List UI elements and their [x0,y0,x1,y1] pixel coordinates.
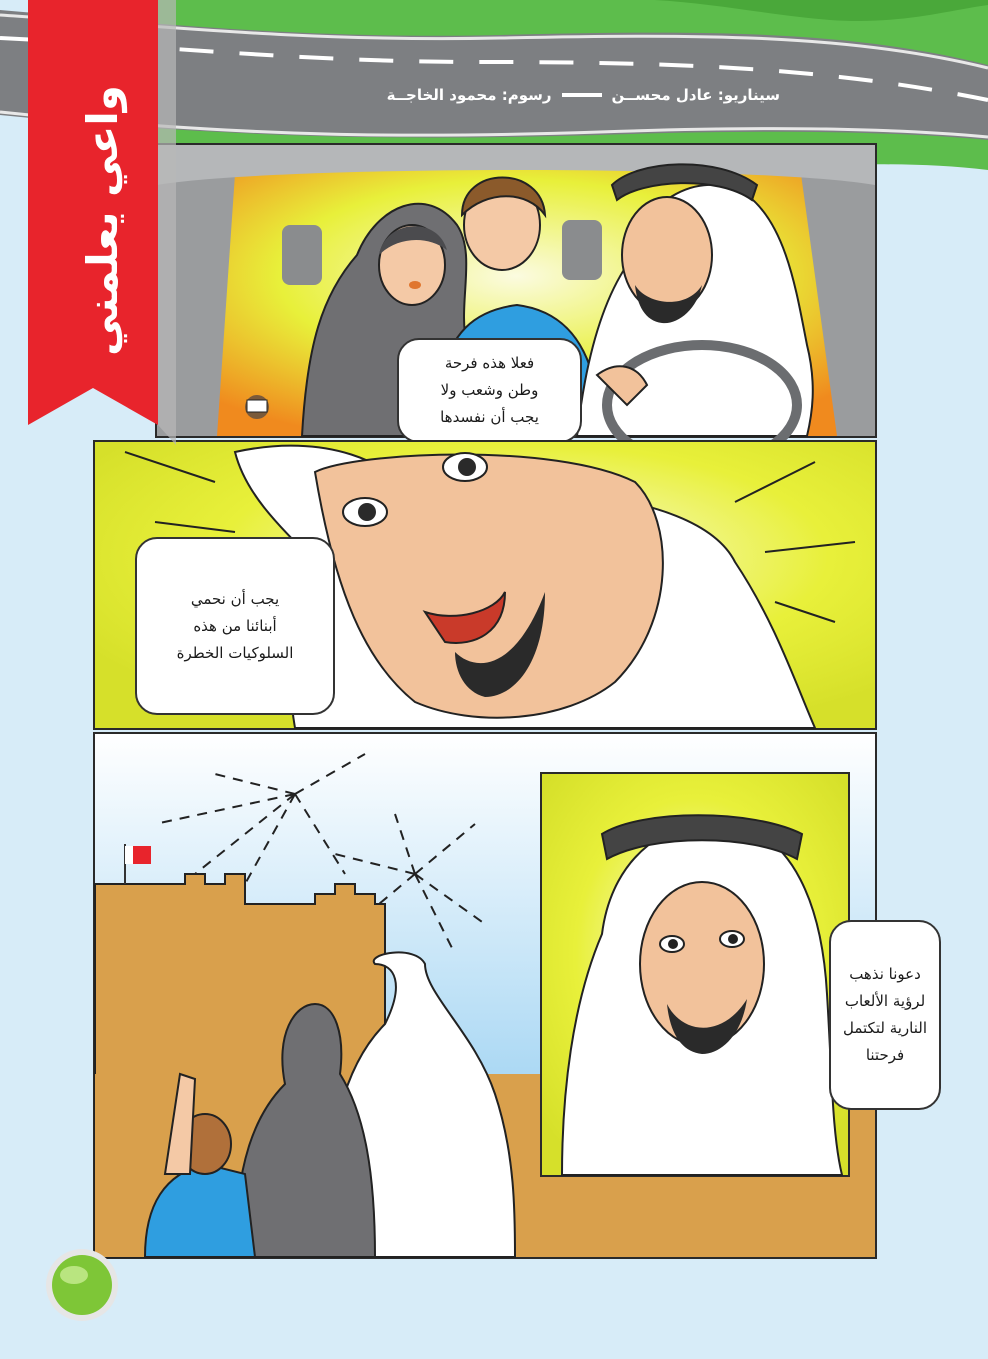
bubble-2-line-1: يجب أن نحمي [190,589,280,608]
page-number-circle-icon [42,1245,122,1325]
panel-1 [155,143,877,438]
bubble-2-line-2: أبنائنا من هذه [193,616,277,635]
speech-bubble-1 [397,338,582,443]
panel-3 [93,732,928,1259]
bubble-3-line-2: لرؤية الألعاب [844,992,926,1010]
ribbon-title [62,70,142,370]
panel-3-inset [540,772,850,1177]
inset-portrait-illustration [542,774,848,1175]
speech-bubble-3 [829,920,941,1110]
bubble-1-line-1: فعلا هذه فرحة [444,354,535,372]
bubble-1-line-2: وطن وشعب ولا [440,381,539,399]
panel-2 [93,440,877,730]
bubble-3-line-4: فرحتنا [865,1046,905,1064]
bubble-1-line-3: يجب أن نفسدها [440,408,539,426]
bubble-3-line-1: دعونا نذهب [849,965,921,983]
credits-line [360,78,780,112]
comic-title: واعي يعلمني [77,84,127,356]
bubble-3-line-3: النارية لتكتمل [843,1019,928,1037]
credit-divider [562,93,602,97]
scenario-credit: سيناريو: عادل محســن [611,86,780,104]
drawings-credit: رسوم: محمود الخاجــة [386,86,552,104]
bubble-2-line-3: السلوكيات الخطرة [176,643,294,662]
speech-bubble-2 [135,537,335,715]
bahrain-flag-icon [125,846,151,864]
